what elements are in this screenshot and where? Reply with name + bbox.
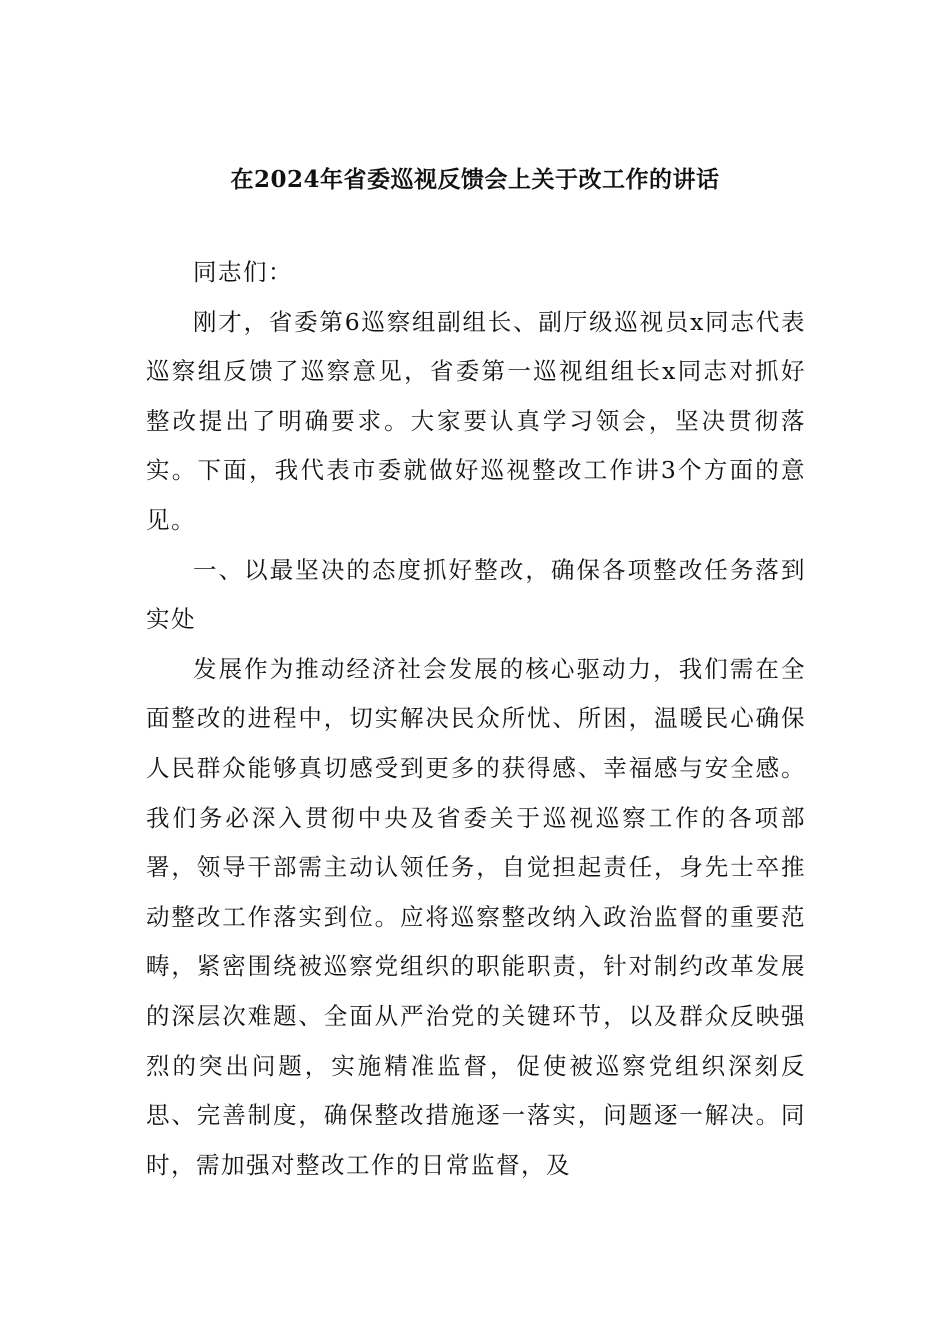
- paragraph-section-1: 发展作为推动经济社会发展的核心驱动力，我们需在全面整改的进程中，切实解决民众所忧、所困，温暖民心确保人民群众能够真切感受到更多的获得感、幸福感与安全感。我们务必深入贯彻中央及省委关于巡视巡察工作的各项部署，领导干部需主动认领任务，自觉担起责任，身先士卒推动整改工作落实到位。应将巡察整改纳入政治监督的重要范畴，紧密围绕被巡察党组织的职能职责，针对制约改革发展的深层次难题、全面从严治党的关键环节，以及群众反映强烈的突出问题，实施精准监督，促使被巡察党组织深刻反思、完善制度，确保整改措施逐一落实，问题逐一解决。同时，需加强对整改工作的日常监督，及: [146, 654, 806, 1179]
- document-body: [146, 248, 806, 1190]
- salutation: 同志们：: [193, 258, 293, 286]
- document-title: 在2024年省委巡视反馈会上关于改工作的讲话: [230, 166, 720, 193]
- section-heading-1: 一、以最坚决的态度抓好整改，确保各项整改任务落到实处: [146, 555, 806, 634]
- paragraph-opening: 刚才，省委第6巡察组副组长、副厅级巡视员x同志代表巡察组反馈了巡察意见，省委第一巡视组组长x同志对抓好整改提出了明确要求。大家要认真学习领会，坚决贯彻落实。下面，我代表市委就做好巡视整改工作讲3个方面的意见。: [146, 307, 806, 534]
